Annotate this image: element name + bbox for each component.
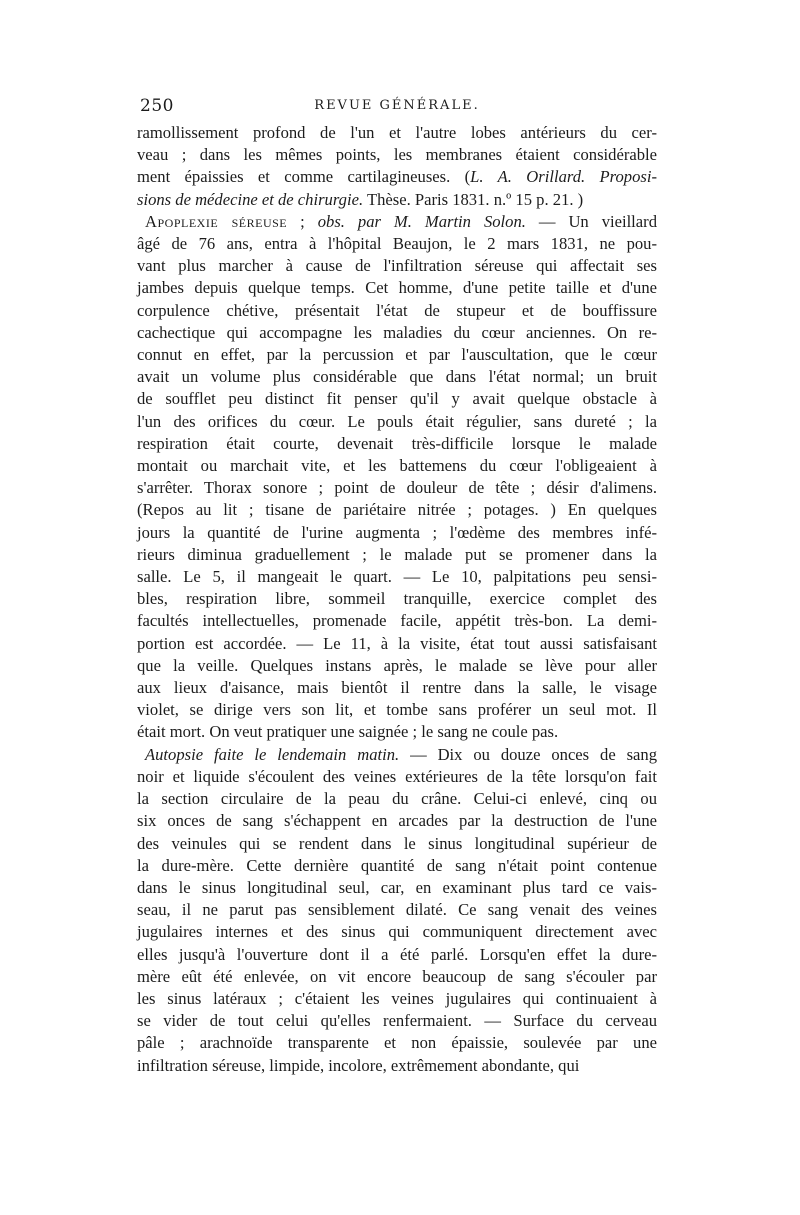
text-line xyxy=(137,766,657,788)
text-run: corpulence chétive, présentait l'état de stupeur et de bouffissure xyxy=(137,300,657,320)
text-run: était mort. On veut pratiquer une saignée ; le sang ne coule pas. xyxy=(137,722,559,742)
text-line xyxy=(137,499,657,521)
small-caps-heading: Apoplexie séreuse xyxy=(145,211,288,231)
text-line xyxy=(137,522,657,544)
text-run: la dure-mère. Cette dernière quantité de sang n'était point contenue xyxy=(137,855,657,875)
text-line xyxy=(137,988,657,1010)
text-run: avait un volume plus considérable que dans l'état normal; un bruit xyxy=(137,367,657,387)
text-line xyxy=(137,944,657,966)
body-text xyxy=(137,122,657,1077)
text-line xyxy=(137,1055,657,1077)
italic-text: L. A. Orillard. Proposi- xyxy=(470,167,657,187)
text-line xyxy=(137,677,657,699)
text-line xyxy=(137,366,657,388)
text-line xyxy=(137,610,657,632)
text-run: montait ou marchait vite, et les battemens du cœur l'obligeaient à xyxy=(137,456,657,476)
text-line xyxy=(137,344,657,366)
text-run: jugulaires internes et des sinus qui communiquent directement avec xyxy=(137,922,657,942)
text-line xyxy=(137,455,657,477)
text-line xyxy=(137,833,657,855)
text-line xyxy=(137,655,657,677)
text-line xyxy=(137,699,657,721)
italic-text: obs. par M. Martin Solon. xyxy=(317,211,526,231)
text-line xyxy=(137,921,657,943)
text-run: infiltration séreuse, limpide, incolore, extrêmement abondante, qui xyxy=(137,1055,580,1075)
text-run: connut en effet, par la percussion et par l'auscultation, que le cœur xyxy=(137,345,657,365)
text-run: mère eût été enlevée, on vit encore beaucoup de sang s'écouler par xyxy=(137,966,657,986)
text-run: pâle ; arachnoïde transparente et non épaissie, soulevée par une xyxy=(137,1033,657,1053)
text-run: respiration était courte, devenait très-difficile lorsque le malade xyxy=(137,433,657,453)
text-run: de soufflet peu distinct fit penser qu'il y avait quelque obstacle à xyxy=(137,389,657,409)
text-line xyxy=(137,211,657,233)
text-line xyxy=(137,255,657,277)
text-line xyxy=(137,300,657,322)
text-line xyxy=(137,144,657,166)
text-run: — Dix ou douze onces de sang xyxy=(399,744,657,764)
text-run: bles, respiration libre, sommeil tranquille, exercice complet des xyxy=(137,589,657,609)
text-line xyxy=(137,633,657,655)
page xyxy=(137,96,657,1077)
text-run: l'un des orifices du cœur. Le pouls était régulier, sans dureté ; la xyxy=(137,411,657,431)
text-run: violet, se dirige vers son lit, et tombe sans proférer un seul mot. Il xyxy=(137,700,657,720)
paragraph xyxy=(137,122,657,211)
text-line xyxy=(137,433,657,455)
text-run: seau, il ne parut pas sensiblement dilaté. Ce sang venait des veines xyxy=(137,900,657,920)
text-run: âgé de 76 ans, entra à l'hôpital Beaujon, le 2 mars 1831, ne pou- xyxy=(137,234,657,254)
text-line xyxy=(137,877,657,899)
text-line xyxy=(137,744,657,766)
text-run: noir et liquide s'écoulent des veines extérieures de la tête lorsqu'on fait xyxy=(137,766,657,786)
italic-text: Autopsie faite le lendemain matin. xyxy=(145,744,400,764)
text-line xyxy=(137,233,657,255)
text-run: vant plus marcher à cause de l'infiltration séreuse qui affectait ses xyxy=(137,256,657,276)
text-run: dans le sinus longitudinal seul, car, en examinant plus tard ce vais- xyxy=(137,877,657,897)
text-run: s'arrêter. Thorax sonore ; point de douleur de tête ; désir d'alimens. xyxy=(137,478,657,498)
text-line xyxy=(137,788,657,810)
text-line xyxy=(137,477,657,499)
text-line xyxy=(137,189,657,211)
text-line xyxy=(137,166,657,188)
text-run: les sinus latéraux ; c'étaient les veines jugulaires qui continuaient à xyxy=(137,988,657,1008)
text-run: rieurs diminua graduellement ; le malade put se promener dans la xyxy=(137,544,657,564)
text-run: six onces de sang s'échappent en arcades par la destruction de l'une xyxy=(137,811,657,831)
text-line xyxy=(137,899,657,921)
text-line xyxy=(137,588,657,610)
text-line xyxy=(137,1010,657,1032)
text-line xyxy=(137,1032,657,1054)
text-run: portion est accordée. — Le 11, à la visite, état tout aussi satisfaisant xyxy=(137,633,657,653)
text-line xyxy=(137,966,657,988)
text-line xyxy=(137,544,657,566)
text-line xyxy=(137,566,657,588)
text-run: aux lieux d'aisance, mais bientôt il rentre dans la salle, le visage xyxy=(137,678,657,698)
text-line xyxy=(137,277,657,299)
text-run: des veinules qui se rendent dans le sinus longitudinal supérieur de xyxy=(137,833,657,853)
text-line xyxy=(137,810,657,832)
text-line xyxy=(137,411,657,433)
text-run: — Un vieillard xyxy=(525,211,657,231)
text-line xyxy=(137,721,657,743)
text-run: ment épaissies et comme cartilagineuses. ( xyxy=(137,167,471,187)
text-run: veau ; dans les mêmes points, les membranes étaient considérable xyxy=(137,145,657,165)
text-run: que la veille. Quelques instans après, le malade se lève pour aller xyxy=(137,655,657,675)
page-number: 250 xyxy=(140,96,174,116)
text-run: ramollissement profond de l'un et l'autre lobes antérieurs du cer- xyxy=(137,123,657,142)
text-line xyxy=(137,388,657,410)
paragraph xyxy=(137,211,657,744)
text-line xyxy=(137,322,657,344)
text-run: se vider de tout celui qu'elles renfermaient. — Surface du cerveau xyxy=(137,1011,657,1031)
paragraph xyxy=(137,744,657,1077)
italic-text: sions de médecine et de chirurgie. xyxy=(137,189,364,209)
text-run: la section circulaire de la peau du crâne. Celui-ci enlevé, cinq ou xyxy=(137,789,657,809)
page-header xyxy=(137,96,657,122)
text-run: facultés intellectuelles, promenade facile, appétit très-bon. La demi- xyxy=(137,611,657,631)
text-run: cachectique qui accompagne les maladies du cœur anciennes. On re- xyxy=(137,322,657,342)
text-run: jours la quantité de l'urine augmenta ; l'œdème des membres infé- xyxy=(137,522,657,542)
text-run: elles jusqu'à l'ouverture dont il a été parlé. Lorsqu'en effet la dure- xyxy=(137,944,657,964)
text-line xyxy=(137,855,657,877)
text-run: jambes depuis quelque temps. Cet homme, d'une petite taille et d'une xyxy=(137,278,657,298)
text-run: ; xyxy=(287,211,318,231)
text-line xyxy=(137,122,657,144)
text-run: salle. Le 5, il mangeait le quart. — Le 10, palpitations peu sensi- xyxy=(137,567,657,587)
text-run: (Repos au lit ; tisane de pariétaire nitrée ; potages. ) En quelques xyxy=(137,500,657,520)
running-title: REVUE GÉNÉRALE. xyxy=(314,98,480,113)
text-run: Thèse. Paris 1831. n.º 15 p. 21. ) xyxy=(363,189,584,209)
